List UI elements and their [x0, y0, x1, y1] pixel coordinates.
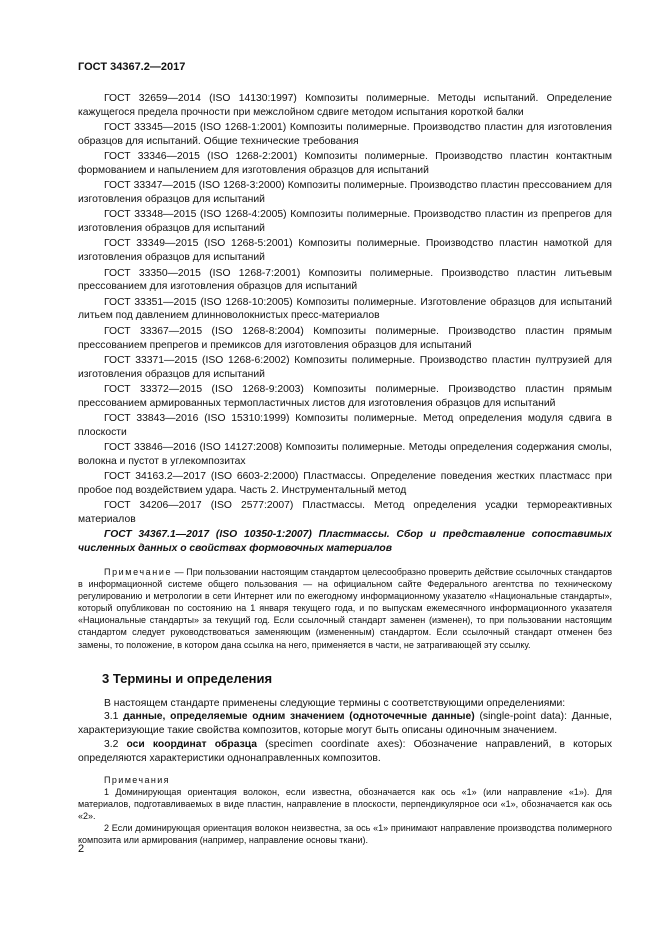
- reference-item: ГОСТ 33372—2015 (ISO 1268-9:2003) Композиты полимерные. Производство пластин прямым прессованием армированных термопластичных листов для изготовления образцов для испытаний: [78, 383, 612, 409]
- note-label: Примечание: [104, 567, 173, 577]
- notes-title: Примечания: [104, 774, 170, 785]
- reference-item: ГОСТ 33348—2015 (ISO 1268-4:2005) Композиты полимерные. Производство пластин из препрегов для изготовления образцов для испытаний: [78, 209, 612, 235]
- reference-item: ГОСТ 34206—2017 (ISO 2577:2007) Пластмассы. Метод определения усадки термореактивных материалов: [78, 500, 612, 526]
- note-text: — При пользовании настоящим стандартом целесообразно проверить действие ссылочных стандартов в информационной системе общего пользования — на официальном сайте Федерального агентства по техническому регулированию и метрологии в сети Интернет или по ежегодному информационному указателю «Национальные стандарты», который опубликован по состоянию на 1 января текущего года, и по выпускам ежемесячного информационного указателя «Национальные стандарты» за текущий год. Если ссылочный стандарт заменен (изменен), то при пользовании настоящим стандартом следует руководствоваться заменяющим (измененным) стандартом. Если ссылочный стандарт отменен без замены, то положение, в котором дана ссылка на него, применяется в части, не затрагивающей эту ссылку.: [78, 567, 612, 650]
- reference-item: ГОСТ 33345—2015 (ISO 1268-1:2001) Композиты полимерные. Производство пластин для изготовления образцов для испытаний. Общие технические требования: [78, 122, 612, 147]
- reference-item: ГОСТ 33347—2015 (ISO 1268-3:2000) Композиты полимерные. Производство пластин прессованием для изготовления образцов для испытаний: [78, 180, 612, 206]
- term-definition-3-2: [78, 738, 612, 766]
- main-content: [78, 92, 612, 846]
- term-text: (specimen coordinate axes): Обозначение направлений, в которых определяются характеристики однонаправленных композитов.: [78, 739, 612, 764]
- reference-item: ГОСТ 33843—2016 (ISO 15310:1999) Композиты полимерные. Метод определения модуля сдвига в плоскости: [78, 413, 612, 438]
- reference-item: ГОСТ 34163.2—2017 (ISO 6603-2:2000) Пластмассы. Определение поведения жестких пластмасс при пробое под воздействием удара. Часть 2. Инструментальный метод: [78, 471, 612, 497]
- reference-item: ГОСТ 33346—2015 (ISO 1268-2:2001) Композиты полимерные. Производство пластин контактным формованием и напылением для изготовления образцов для испытаний: [78, 151, 612, 176]
- section-intro: В настоящем стандарте применены следующие термины с соответствующими определениями:: [104, 697, 566, 709]
- term-definition-3-1: [78, 710, 612, 738]
- reference-note: [78, 566, 612, 651]
- term-number: 3.2: [104, 739, 127, 751]
- section-heading: 3 Термины и определения: [102, 670, 273, 686]
- document-header: ГОСТ 34367.2—2017: [78, 61, 186, 73]
- reference-item: ГОСТ 33349—2015 (ISO 1268-5:2001) Композиты полимерные. Производство пластин намоткой для изготовления образцов для испытаний: [78, 238, 612, 264]
- term-number: 3.1: [104, 711, 124, 723]
- term-text: (single-point data): Данные, характеризующие такие свойства композитов, которые могут быть описаны одиночным значением.: [78, 711, 612, 737]
- term-name: оси координат образца: [126, 739, 257, 751]
- reference-item: ГОСТ 32659—2014 (ISO 14130:1997) Композиты полимерные. Методы испытаний. Определение кажущегося предела прочности при межслойном сдвиге методом испытания короткой балки: [78, 93, 612, 118]
- reference-item: ГОСТ 33367—2015 (ISO 1268-8:2004) Композиты полимерные. Производство пластин прямым прессованием препрегов и премиксов для изготовления образцов для испытаний: [78, 325, 612, 351]
- note-item: 2 Если доминирующая ориентация волокон неизвестна, за ось «1» принимают направление производства полимерного композита или армирования (например, направление основы ткани).: [78, 823, 612, 846]
- page-number: 2: [78, 843, 85, 855]
- reference-item: ГОСТ 33351—2015 (ISO 1268-10:2005) Композиты полимерные. Изготовление образцов для испытаний литьем под давлением длинноволокнистых пресс-материалов: [78, 296, 612, 322]
- normative-references-list: [78, 92, 612, 556]
- reference-item: ГОСТ 33371—2015 (ISO 1268-6:2002) Композиты полимерные. Производство пластин пултрузией для изготовления образцов для испытаний: [78, 354, 612, 380]
- reference-item: ГОСТ 33846—2016 (ISO 14127:2008) Композиты полимерные. Методы определения содержания смолы, волокна и пустот в углекомпозитах: [78, 442, 612, 467]
- reference-item: ГОСТ 33350—2015 (ISO 1268-7:2001) Композиты полимерные. Производство пластин литьевым прессованием для изготовления образцов для испытаний: [78, 267, 612, 293]
- reference-item-highlighted: ГОСТ 34367.1—2017 (ISO 10350-1:2007) Пластмассы. Сбор и представление сопоставимых численных данных о свойствах формовочных материалов: [78, 529, 612, 555]
- note-item: 1 Доминирующая ориентация волокон, если известна, обозначается как ось «1» (или направление «1»). Для материалов, подготавливаемых в виде пластин, направление в плоскости, перпендикулярное оси «1», обозначается как ось «2».: [78, 786, 612, 821]
- term-name: данные, определяемые одним значением (одноточечные данные): [123, 711, 475, 723]
